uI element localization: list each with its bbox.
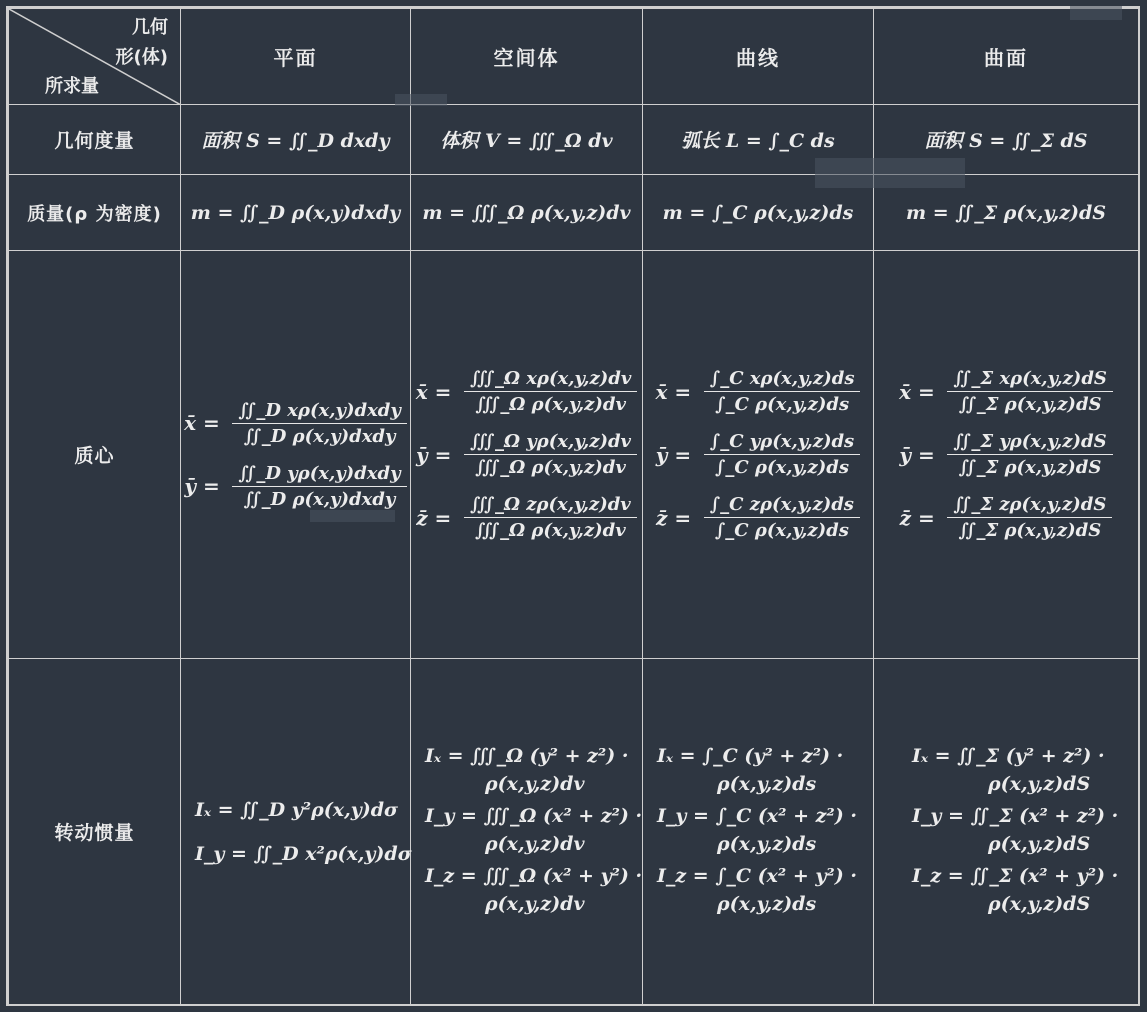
centroid-plane-x: x̄ = $\frac{\text{∬\_D xρ(x,y)dxdy}}{\text{∬\_D ρ(x,y)dxdy}}$ — [181, 398, 410, 449]
centroid-curve-y: ȳ = $\frac{\text{∫\_C yρ(x,y,z)ds}}{\text{∫\_C ρ(x,y,z)ds}}$ — [643, 429, 873, 480]
header-geometry-label: 几何 — [132, 17, 168, 38]
inertia-surface-iy: I_y = ∬_Σ (x² + z²) · — [912, 804, 1119, 827]
diagonal-header-cell — [9, 9, 181, 105]
inertia-surface-cell — [874, 659, 1139, 1005]
inertia-curve-iy: I_y = ∫_C (x² + z²) · — [657, 804, 857, 827]
centroid-row — [9, 251, 1139, 659]
centroid-solid-y: ȳ = $\frac{\text{∭\_Ω yρ(x,y,z)dv}}{\text{∭\_Ω ρ(x,y,z)dv}}$ — [411, 429, 642, 480]
measure-row — [9, 105, 1139, 175]
inertia-solid-iy: I_y = ∭_Ω (x² + z²) · — [425, 804, 643, 827]
inertia-plane-cell — [181, 659, 411, 1005]
centroid-curve-cell — [643, 251, 874, 659]
inertia-curve-iz: I_z = ∫_C (x² + y²) · — [657, 864, 857, 887]
inertia-solid-iz-density: ρ(x,y,z)dv — [485, 892, 585, 915]
measure-solid-formula: 体积 V = ∭_Ω dv — [440, 130, 613, 152]
formula-table-sheet — [6, 6, 1140, 1006]
inertia-surface-iy-density: ρ(x,y,z)dS — [988, 832, 1091, 855]
scan-smudge — [395, 94, 447, 106]
header-quantity-label: 所求量 — [45, 76, 99, 97]
measure-surface-formula: 面积 S = ∬_Σ dS — [924, 130, 1088, 152]
inertia-curve-iz-density: ρ(x,y,z)ds — [717, 892, 817, 915]
inertia-curve-ix-density: ρ(x,y,z)ds — [717, 772, 817, 795]
header-shape-label: 形(体) — [115, 47, 168, 68]
scan-smudge — [815, 158, 965, 188]
centroid-curve-x: x̄ = $\frac{\text{∫\_C xρ(x,y,z)ds}}{\text{∫\_C ρ(x,y,z)ds}}$ — [643, 366, 873, 417]
inertia-solid-cell — [411, 659, 643, 1005]
inertia-solid-iy-density: ρ(x,y,z)dv — [485, 832, 585, 855]
inertia-surface-iz: I_z = ∬_Σ (x² + y²) · — [912, 864, 1119, 887]
measure-plane-formula: 面积 S = ∬_D dxdy — [201, 130, 390, 152]
scan-smudge — [1070, 6, 1122, 20]
inertia-surface-iz-density: ρ(x,y,z)dS — [988, 892, 1091, 915]
inertia-plane-iy: I_y = ∬_D x²ρ(x,y)dσ — [195, 842, 412, 865]
column-header-plane: 平面 — [181, 9, 411, 105]
header-row — [9, 9, 1139, 105]
column-header-curve: 曲线 — [643, 9, 874, 105]
centroid-curve-z: z̄ = $\frac{\text{∫\_C zρ(x,y,z)ds}}{\text{∫\_C ρ(x,y,z)ds}}$ — [643, 492, 873, 543]
inertia-curve-cell — [643, 659, 874, 1005]
measure-curve-formula: 弧长 L = ∫_C ds — [681, 130, 835, 152]
inertia-curve-ix: Iₓ = ∫_C (y² + z²) · — [657, 744, 844, 767]
centroid-surface-cell — [874, 251, 1139, 659]
mass-solid-formula: m = ∭_Ω ρ(x,y,z)dv — [422, 201, 631, 224]
centroid-solid-z: z̄ = $\frac{\text{∭\_Ω zρ(x,y,z)dv}}{\text{∭\_Ω ρ(x,y,z)dv}}$ — [411, 492, 642, 543]
centroid-surface-y: ȳ = $\frac{\text{∬\_Σ yρ(x,y,z)dS}}{\text{∬\_Σ ρ(x,y,z)dS}}$ — [874, 429, 1138, 480]
centroid-solid-cell — [411, 251, 643, 659]
row-header-measure: 几何度量 — [9, 105, 181, 175]
inertia-solid-ix-density: ρ(x,y,z)dv — [485, 772, 585, 795]
mass-plane-formula: m = ∬_D ρ(x,y)dxdy — [190, 201, 401, 224]
centroid-surface-x: x̄ = $\frac{\text{∬\_Σ xρ(x,y,z)dS}}{\text{∬\_Σ ρ(x,y,z)dS}}$ — [874, 366, 1138, 417]
inertia-plane-ix: Iₓ = ∬_D y²ρ(x,y)dσ — [195, 798, 399, 821]
mass-row — [9, 175, 1139, 251]
inertia-row — [9, 659, 1139, 1005]
column-header-solid: 空间体 — [411, 9, 643, 105]
centroid-plane-y: ȳ = $\frac{\text{∬\_D yρ(x,y)dxdy}}{\text{∬\_D ρ(x,y)dxdy}}$ — [181, 461, 410, 512]
scan-smudge — [310, 510, 395, 522]
centroid-plane-cell — [181, 251, 411, 659]
centroid-solid-x: x̄ = $\frac{\text{∭\_Ω xρ(x,y,z)dv}}{\text{∭\_Ω ρ(x,y,z)dv}}$ — [411, 366, 642, 417]
row-header-inertia: 转动惯量 — [9, 659, 181, 1005]
mass-curve-formula: m = ∫_C ρ(x,y,z)ds — [662, 201, 854, 224]
column-header-surface: 曲面 — [874, 9, 1139, 105]
inertia-solid-ix: Iₓ = ∭_Ω (y² + z²) · — [425, 744, 629, 767]
row-header-mass: 质量(ρ 为密度) — [9, 175, 181, 251]
inertia-curve-iy-density: ρ(x,y,z)ds — [717, 832, 817, 855]
inertia-surface-ix-density: ρ(x,y,z)dS — [988, 772, 1091, 795]
row-header-centroid: 质心 — [9, 251, 181, 659]
mass-surface-formula: m = ∬_Σ ρ(x,y,z)dS — [905, 201, 1106, 224]
centroid-surface-z: z̄ = $\frac{\text{∬\_Σ zρ(x,y,z)dS}}{\text{∬\_Σ ρ(x,y,z)dS}}$ — [874, 492, 1138, 543]
inertia-solid-iz: I_z = ∭_Ω (x² + y²) · — [425, 864, 643, 887]
integral-applications-table — [8, 8, 1139, 1005]
inertia-surface-ix: Iₓ = ∬_Σ (y² + z²) · — [912, 744, 1105, 767]
